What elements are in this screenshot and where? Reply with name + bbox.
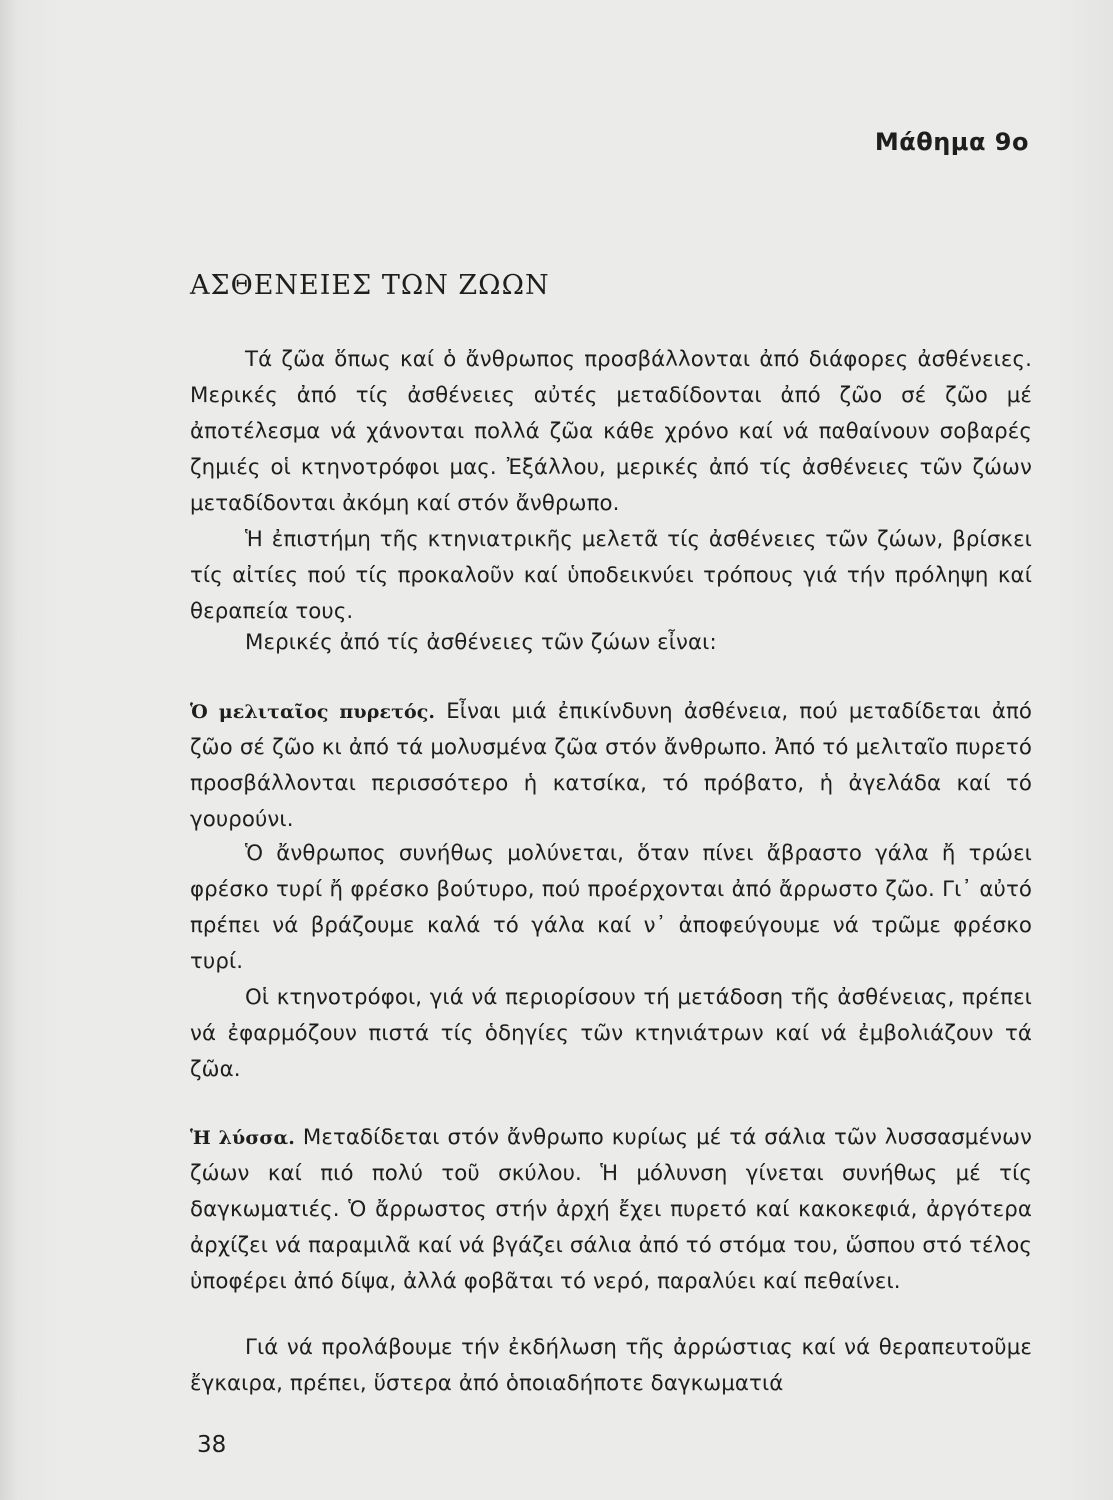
page-number: 38 — [197, 1432, 227, 1458]
paragraph-intro: Τά ζῶα ὅπως καί ὁ ἄνθρωπος προσβάλλονται ἀπό διάφορες ἀσθένειες. Μερικές ἀπό τίς ἀσθένειες αὐτές μεταδίδονται ἀπό ζῶο σέ ζῶο μέ ἀποτέλεσμα νά χάνονται πολλά ζῶα κάθε χρόνο καί νά παθαίνουν σοβαρές ζημιές οἱ κτηνοτρόφοι μας. Ἐξάλλου, μερικές ἀπό τίς ἀσθένειες τῶν ζώων μεταδίδονται ἀκόμη καί στόν ἄνθρωπο. — [190, 347, 1032, 516]
paragraph-science: Ἡ ἐπιστήμη τῆς κτηνιατρικῆς μελετᾶ τίς ἀσθένειες τῶν ζώων, βρίσκει τίς αἰτίες πού τίς προκαλοῦν καί ὑποδεικνύει τρόπους γιά τήν πρόληψη καί θεραπεία τους. — [190, 527, 1032, 624]
paragraph-some-diseases: Μερικές ἀπό τίς ἀσθένειες τῶν ζώων εἶναι: — [245, 630, 717, 655]
lesson-heading: Μάθημα 9ο — [874, 128, 1029, 156]
fever-term: Ὁ μελιταῖος πυρετός. — [190, 701, 436, 723]
fever-text: Εἶναι μιά ἐπικίνδυνη ἀσθένεια, πού μεταδίδεται ἀπό ζῶο σέ ζῶο κι ἀπό τά μολυσμένα ζῶα στόν ἄνθρωπο. Ἀπό τό μελιταῖο πυρετό προσβάλλονται περισσότερο ἡ κατσίκα, τό πρόβατο, ἡ ἀγελάδα καί τό γουρούνι. — [190, 699, 1033, 832]
paragraph-fever-farmers: Οἱ κτηνοτρόφοι, γιά νά περιορίσουν τή μετάδοση τῆς ἀσθένειας, πρέπει νά ἐφαρμόζουν πιστά τίς ὁδηγίες τῶν κτηνιάτρων καί νά ἐμβολιάζουν τά ζῶα. — [190, 985, 1032, 1082]
rabies-term: Ἡ λύσσα. — [190, 1127, 295, 1149]
paragraph-fever-human: Ὁ ἄνθρωπος συνήθως μολύνεται, ὅταν πίνει ἄβραστο γάλα ἤ τρώει φρέσκο τυρί ἤ φρέσκο βούτυρο, πού προέρχονται ἀπό ἄρρωστο ζῶο. Γι᾽ αὐτό πρέπει νά βράζουμε καλά τό γάλα καί ν᾽ ἀποφεύγουμε νά τρῶμε φρέσκο τυρί. — [190, 841, 1032, 974]
paragraph-rabies-prevention: Γιά νά προλάβουμε τήν ἐκδήλωση τῆς ἀρρώστιας καί νά θεραπευτοῦμε ἔγκαιρα, πρέπει, ὕστερα ἀπό ὁποιαδήποτε δαγκωματιά — [190, 1335, 1032, 1396]
rabies-text: Μεταδίδεται στόν ἄνθρωπο κυρίως μέ τά σάλια τῶν λυσσασμένων ζώων καί πιό πολύ τοῦ σκύλου. Ἡ μόλυνση γίνεται συνήθως μέ τίς δαγκωματιές. Ὁ ἄρρωστος στήν ἀρχή ἔχει πυρετό καί κακοκεφιά, ἀργότερα ἀρχίζει νά παραμιλᾶ καί νά βγάζει σάλια ἀπό τό στόμα του, ὥσπου στό τέλος ὑποφέρει ἀπό δίψα, ἀλλά φοβᾶται τό νερό, παραλύει καί πεθαίνει. — [190, 1125, 1032, 1294]
paragraph-fever — [190, 694, 1032, 838]
paragraph-rabies — [190, 1120, 1032, 1300]
chapter-title: ΑΣΘΕΝΕΙΕΣ ΤΩΝ ΖΩΩΝ — [190, 270, 550, 301]
